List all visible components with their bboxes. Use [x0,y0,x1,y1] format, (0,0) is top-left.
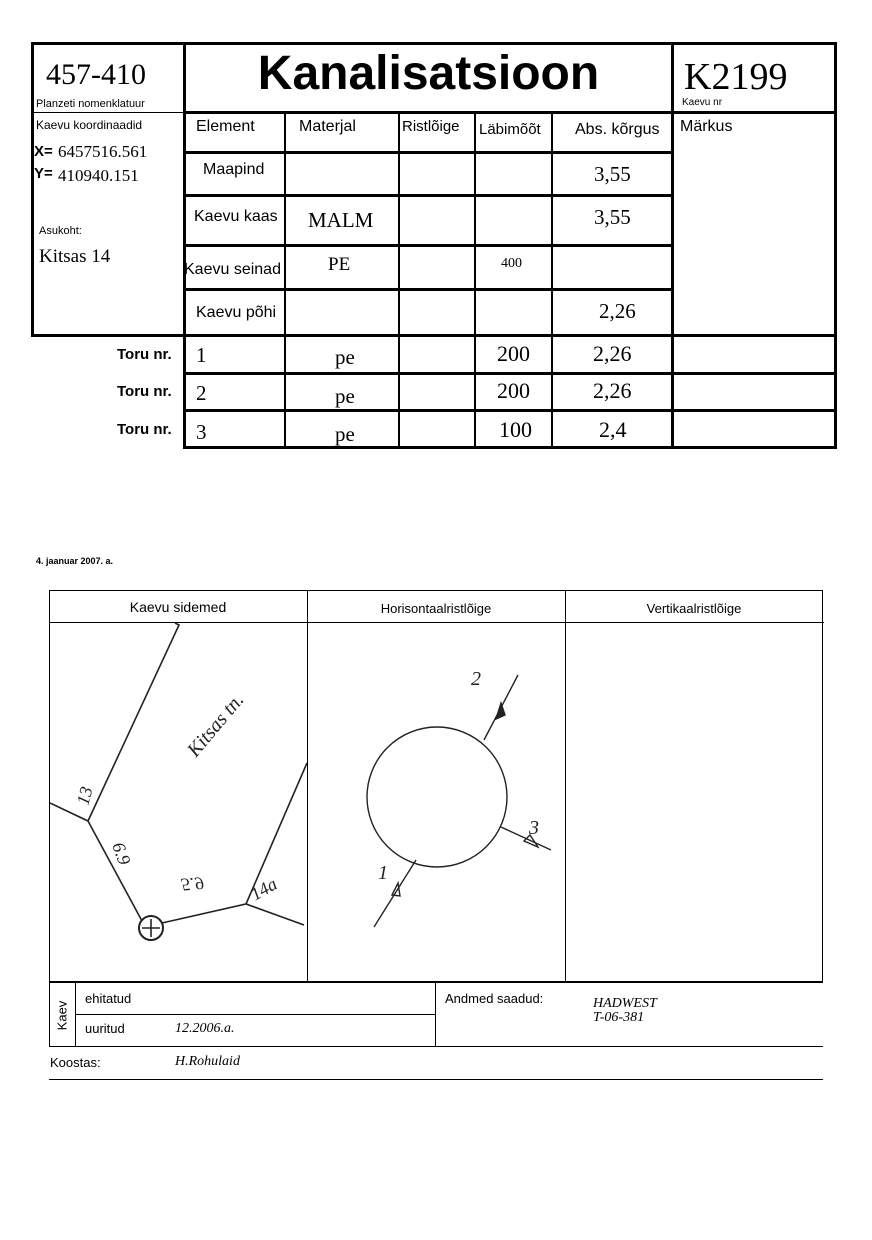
pipe-material: pe [335,422,355,446]
row-height: 3,55 [594,162,631,186]
col-header-diameter: Läbimõõt [479,121,541,138]
pipe-material: pe [335,345,355,369]
pipe-diameter: 200 [497,341,530,366]
sketch-header-horizontal: Horisontaalristlõige [380,601,492,616]
location-label: Asukoht: [39,225,82,237]
nomenclature-value: 457-410 [46,58,146,91]
sketch-header-ties: Kaevu sidemed [129,599,227,615]
pipe-diameter: 200 [497,378,530,403]
pipe-label: Toru nr. [117,421,172,438]
pipe-height: 2,26 [593,378,632,403]
surveyed-label: uuritud [85,1021,125,1036]
col-header-abs-height: Abs. kõrgus [575,121,660,138]
row-material: PE [328,254,351,275]
author-value: H.Rohulaid [175,1054,240,1069]
col-header-material: Materjal [299,118,356,135]
well-number: K2199 [684,56,788,98]
kaev-label: Kaev [54,1000,70,1031]
col-header-notes: Märkus [680,118,733,135]
pipe-number: 3 [196,420,207,444]
sketch-header-vertical: Vertikaalristlõige [646,601,742,616]
page-title: Kanalisatsioon [257,47,600,100]
ties-sketch [50,623,307,981]
pipe-diameter: 100 [499,417,532,442]
pipe-number: 1 [196,343,207,367]
x-value: 6457516.561 [58,142,148,161]
tie-label-13: 13 [72,784,97,808]
x-label: X= [34,143,53,160]
author-label: Koostas: [50,1055,101,1070]
coords-label: Kaevu koordinaadid [36,118,143,132]
row-element: Kaevu põhi [196,304,277,321]
pipe-height: 2,26 [593,341,632,366]
col-header-element: Element [196,118,255,135]
tie-label-14a: 14a [247,873,281,905]
document-date: 4. jaanuar 2007. a. [36,556,114,566]
row-element: Kaevu kaas [194,208,278,225]
pipe-label: Toru nr. [117,383,172,400]
location-value: Kitsas 14 [39,246,111,267]
row-element: Kaevu seinad [184,261,281,278]
data-source-company: HADWEST [593,996,657,1011]
well-number-label: Kaevu nr [682,97,723,108]
pipe-number: 2 [196,381,207,405]
pipe-height: 2,4 [599,417,627,442]
horizontal-section-sketch [308,623,565,981]
built-label: ehitatud [85,991,132,1006]
row-height: 2,26 [599,299,636,323]
nomenclature-label: Planzeti nomenklatuur [36,98,145,110]
pipe-label-2: 2 [471,668,481,690]
row-material: MALM [308,208,374,232]
pipe-label-1: 1 [378,862,388,884]
row-element: Maapind [203,161,265,178]
pipe-material: pe [335,384,355,408]
row-height: 3,55 [594,205,631,229]
pipe-label: Toru nr. [117,346,172,363]
data-source-ref: T-06-381 [593,1010,645,1025]
y-value: 410940.151 [58,166,139,185]
surveyed-value: 12.2006.a. [175,1021,235,1036]
street-label: Kitsas tn. [182,689,249,762]
row-diameter: 400 [501,256,522,271]
col-header-cross-section: Ristlõige [402,118,460,135]
tie-label-5-9: 5.9 [180,873,205,895]
tie-label-6-9: 6.9 [108,839,135,868]
y-label: Y= [34,165,53,182]
data-source-label: Andmed saadud: [445,991,544,1006]
pipe-label-3: 3 [529,817,539,839]
